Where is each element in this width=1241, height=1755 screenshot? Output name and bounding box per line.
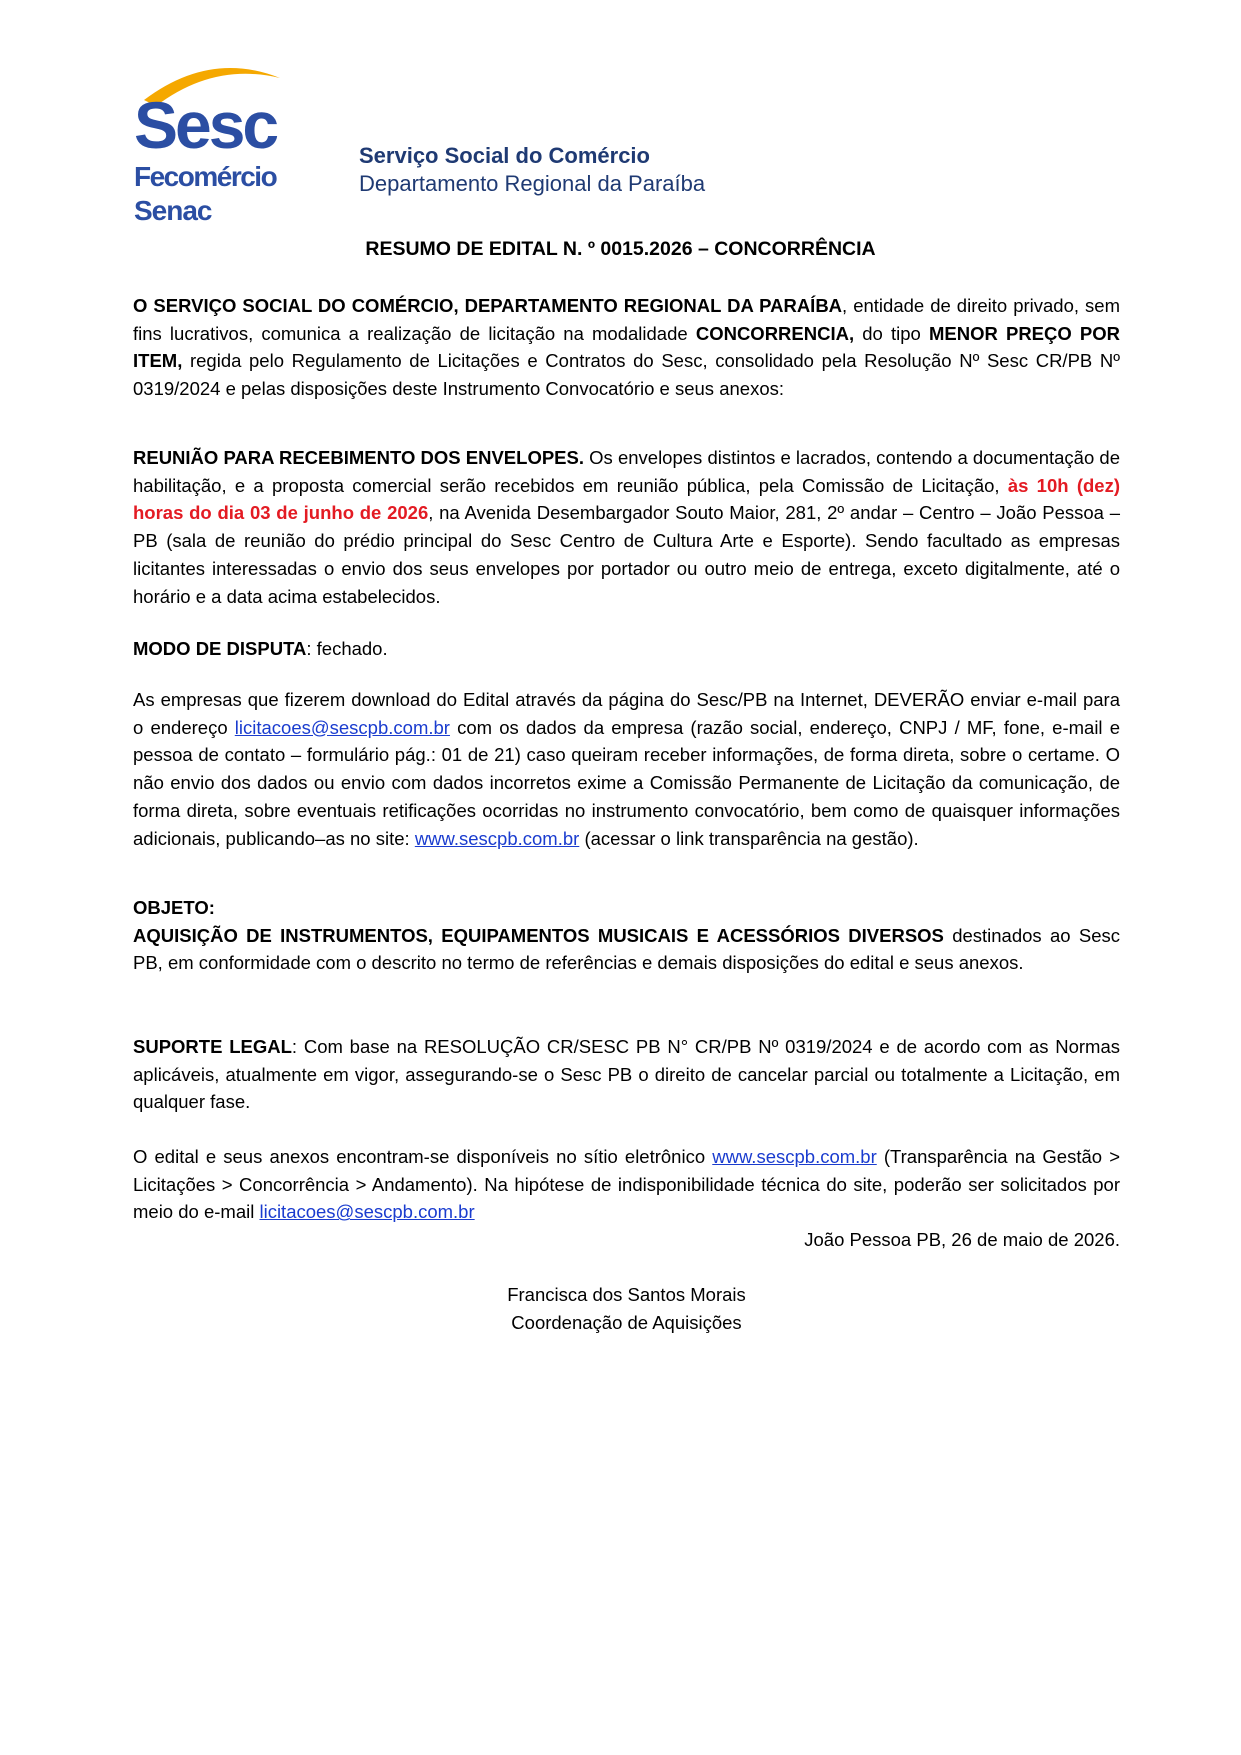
availability-email-link[interactable]: licitacoes@sescpb.com.br (259, 1201, 475, 1223)
signature-block (133, 1281, 1120, 1336)
download-paragraph (133, 686, 1120, 852)
logo-brand: Sesc (134, 88, 277, 162)
intro-modality-bold: CONCORRENCIA, (695, 322, 855, 344)
meeting-text-1: Os envelopes distintos e lacrados, contendo a documentação de habilitação, e a proposta comercial serão recebidos em reunião pública, pela Comissão de Licitação, (133, 447, 1120, 496)
document-title: RESUMO DE EDITAL N. º 0015.2026 – CONCORRÊNCIA (365, 238, 876, 260)
meeting-datetime: às 10h (dez) horas do dia 03 de junho de 2026 (133, 474, 1120, 524)
email-link[interactable]: licitacoes@sescpb.com.br (234, 716, 450, 738)
dispute-paragraph (133, 635, 1120, 663)
availability-text-2: (Transparência na Gestão > Licitações > Concorrência > Andamento). Na hipótese de indisponibilidade técnica do site, poderão ser solicitados por meio do e-mail (133, 1146, 1120, 1223)
availability-paragraph (133, 1143, 1120, 1254)
dispute-text: : fechado. (306, 638, 388, 659)
org-department: Departamento Regional da Paraíba (359, 171, 706, 196)
logo-line3: Senac (134, 195, 212, 226)
download-text-1: As empresas que fizerem download do Edital através da página do Sesc/PB na Internet, DEVERÃO enviar e-mail para o endereço (133, 689, 1120, 738)
org-header (359, 142, 705, 198)
intro-paragraph (133, 292, 1120, 403)
intro-org-bold: O SERVIÇO SOCIAL DO COMÉRCIO, DEPARTAMENTO REGIONAL DA PARAÍBA (133, 295, 843, 316)
object-text: destinados ao Sesc PB, em conformidade com o descrito no termo de referências e demais disposições do edital e seus anexos. (133, 924, 1120, 974)
download-text-3: (acessar o link transparência na gestão). (579, 827, 919, 849)
legal-label: SUPORTE LEGAL (133, 1036, 292, 1057)
signature-name: Francisca dos Santos Morais (507, 1284, 746, 1305)
intro-type-bold: MENOR PREÇO POR ITEM, (133, 322, 1121, 372)
logo-line2: Fecomércio (134, 161, 277, 192)
legal-text: : Com base na RESOLUÇÃO CR/SESC PB N° CR/PB Nº 0319/2024 e de acordo com as Normas aplicáveis, atualmente em vigor, assegurando-se o Sesc PB o direito de cancelar parcial ou totalmente a Licitação, em qualquer fase. (133, 1036, 1120, 1113)
sesc-logo (130, 58, 305, 233)
site-link[interactable]: www.sescpb.com.br (414, 827, 580, 849)
meeting-heading: REUNIÃO PARA RECEBIMENTO DOS ENVELOPES. (133, 447, 584, 468)
object-section (133, 894, 1120, 977)
object-label: OBJETO: (133, 897, 215, 918)
signature-role: Coordenação de Aquisições (511, 1311, 742, 1333)
meeting-text-2: , na Avenida Desembargador Souto Maior, 281, 2º andar – Centro – João Pessoa – PB (sala de reunião do prédio principal do Sesc Centro de Cultura Arte e Esporte). Sendo facultado as empresas licitantes interessadas o envio dos seus envelopes por portador ou outro meio de entrega, exceto digitalmente, até o horário e a data acima estabelecidos. (133, 502, 1120, 607)
intro-text-3: regida pelo Regulamento de Licitações e Contratos do Sesc, consolidado pela Resolução Nº Sesc CR/PB Nº 0319/2024 e pelas disposições deste Instrumento Convocatório e seus anexos: (133, 350, 1120, 400)
meeting-paragraph (133, 444, 1120, 610)
availability-text-1: O edital e seus anexos encontram-se disponíveis no sítio eletrônico (133, 1146, 713, 1167)
org-name: Serviço Social do Comércio (359, 143, 650, 168)
intro-text-1: , entidade de direito privado, sem fins lucrativos, comunica a realização de licitação na modalidade (133, 295, 1120, 344)
intro-text-2: do tipo (854, 322, 929, 344)
object-title: AQUISIÇÃO DE INSTRUMENTOS, EQUIPAMENTOS MUSICAIS E ACESSÓRIOS DIVERSOS (133, 924, 944, 946)
dispute-label: MODO DE DISPUTA (133, 638, 307, 659)
legal-paragraph (133, 1033, 1120, 1116)
download-text-2: com os dados da empresa (razão social, endereço, CNPJ / MF, fone, e-mail e pessoa de contato – formulário pág.: 01 de 21) caso queiram receber informações, de forma direta, sobre o certame. O não envio dos dados ou envio com dados incorretos exime a Comissão Permanente de Licitação da comunicação, de forma direta, sobre eventuais retificações ocorridas no instrumento convocatório, bem como de quaisquer informações adicionais, publicando–as no site: (133, 716, 1120, 849)
date-line: João Pessoa PB, 26 de maio de 2026. (804, 1229, 1120, 1251)
availability-site-link[interactable]: www.sescpb.com.br (712, 1146, 877, 1167)
